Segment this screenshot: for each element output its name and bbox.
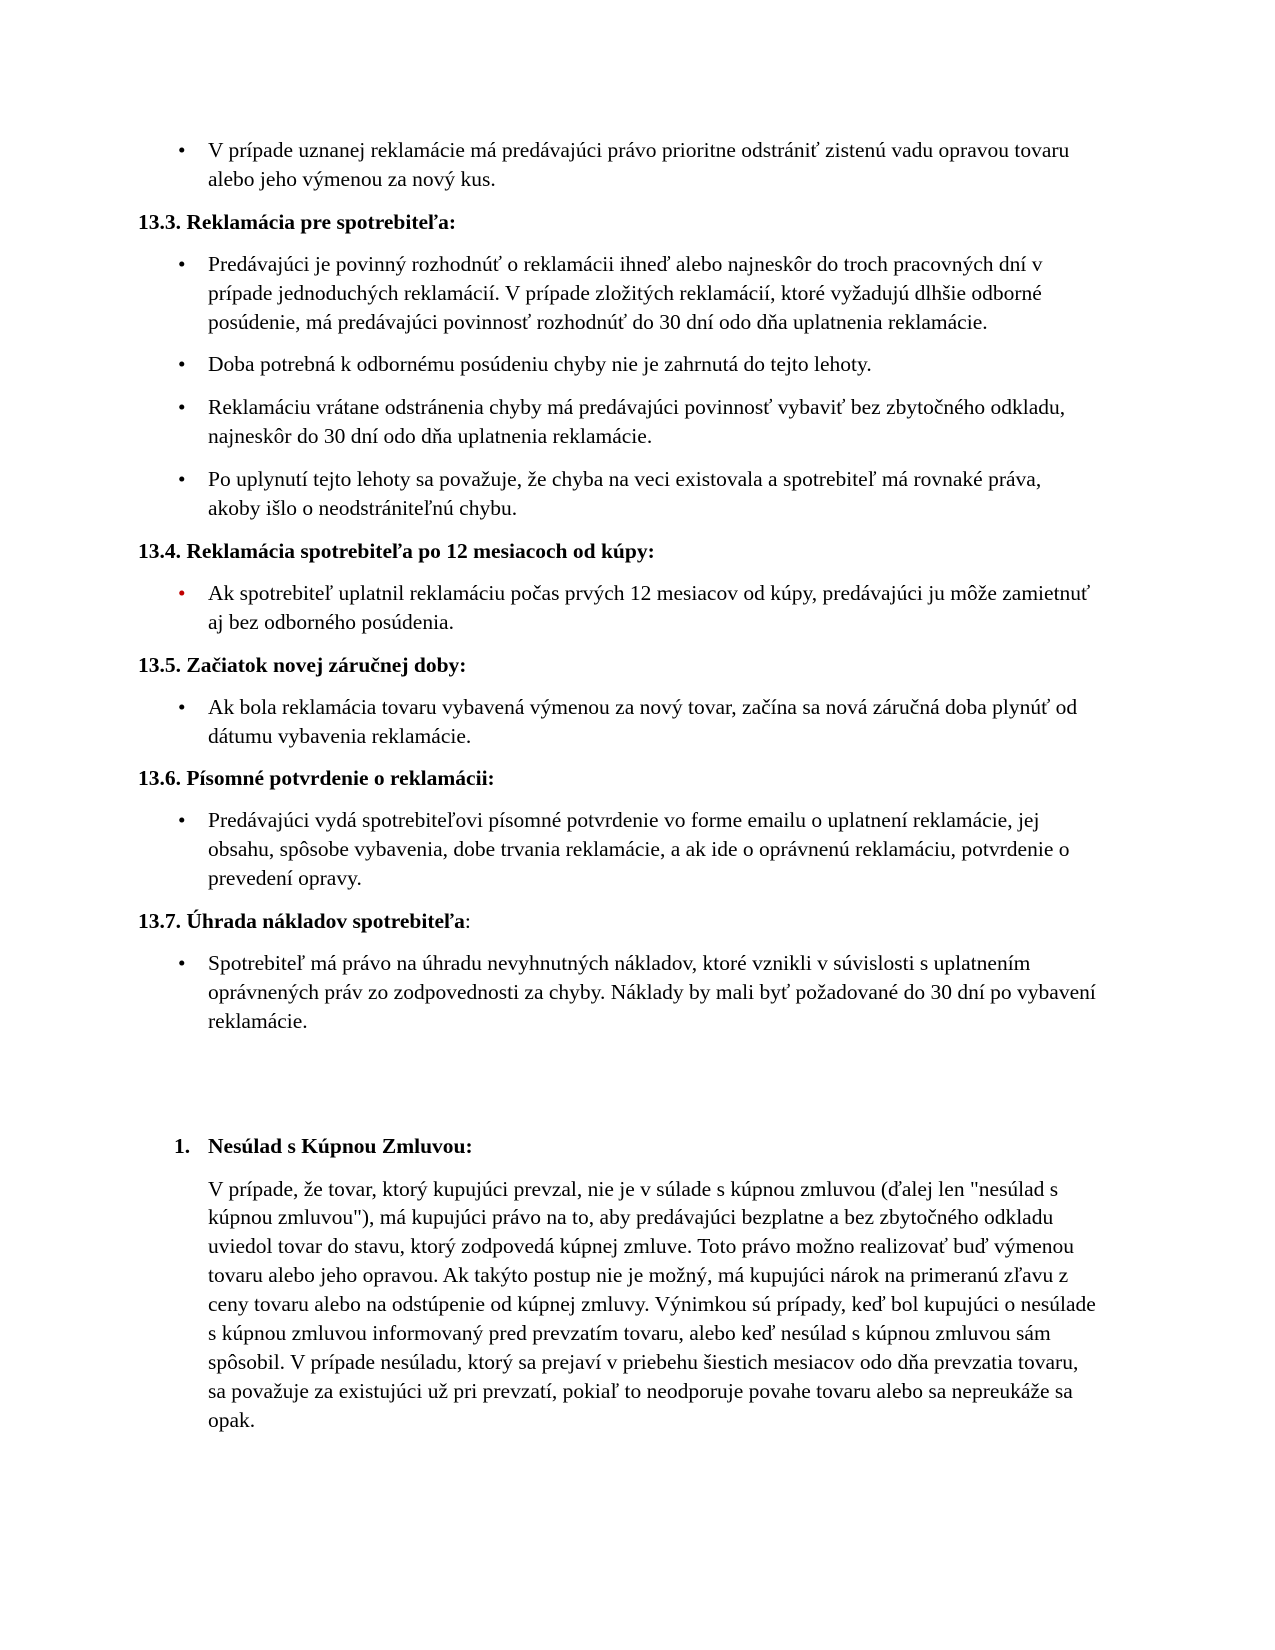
bullet-icon: • — [178, 950, 186, 975]
section-bullet-list — [138, 693, 1098, 751]
section-bullet-list — [138, 949, 1098, 1036]
section-heading — [138, 907, 1098, 936]
bullet-icon: • — [178, 467, 186, 492]
bullet-icon: • — [178, 580, 186, 605]
section-heading — [138, 537, 1098, 566]
bullet-icon: • — [178, 694, 186, 719]
section-number: 13.4. — [138, 538, 181, 563]
list-item-text: Predávajúci je povinný rozhodnúť o reklamácii ihneď alebo najneskôr do troch pracovných dní v prípade jednoduchých reklamácií. V prípade zložitých reklamácií, ktoré vyžadujú dlhšie odborné posúdenie, má predávajúci povinnosť rozhodnúť do 30 dní odo dňa uplatnenia reklamácie. — [208, 251, 1043, 334]
list-item — [138, 579, 1098, 637]
section-13-7 — [138, 907, 1098, 1036]
section-heading — [138, 764, 1098, 793]
list-item — [138, 949, 1098, 1036]
section-bullet-list — [138, 579, 1098, 637]
list-item-text: Spotrebiteľ má právo na úhradu nevyhnutných nákladov, ktoré vznikli v súvislosti s uplatnením oprávnených práv zo zodpovednosti za chyby. Náklady by mali byť požadované do 30 dní po vybavení reklamácie. — [208, 950, 1096, 1033]
section-title: Začiatok novej záručnej doby: — [186, 652, 467, 677]
section-number: 13.5. — [138, 652, 181, 677]
bullet-icon: • — [178, 808, 186, 833]
section-13-6 — [138, 764, 1098, 893]
section-title-colon: : — [464, 909, 471, 934]
list-item — [138, 693, 1098, 751]
list-item — [138, 136, 1098, 194]
list-item-text: Ak bola reklamácia tovaru vybavená výmenou za nový tovar, začína sa nová záručná doba plynúť od dátumu vybavenia reklamácie. — [208, 694, 1078, 748]
section-title: Reklamácia spotrebiteľa po 12 mesiacoch od kúpy: — [186, 538, 655, 563]
section-bullet-list — [138, 806, 1098, 893]
list-item-text: V prípade uznanej reklamácie má predávajúci právo prioritne odstrániť zistenú vadu opravou tovaru alebo jeho výmenou za nový kus. — [208, 138, 1070, 191]
bullet-icon: • — [178, 395, 186, 420]
list-item-text: Ak spotrebiteľ uplatnil reklamáciu počas prvých 12 mesiacov od kúpy, predávajúci ju môže zamietnuť aj bez odborného posúdenia. — [208, 580, 1091, 634]
section-title: Úhrada nákladov spotrebiteľa — [186, 909, 465, 934]
list-item — [138, 250, 1098, 337]
list-item-text: Doba potrebná k odbornému posúdeniu chyby nie je zahrnutá do tejto lehoty. — [208, 352, 872, 377]
section-number: 13.7. — [138, 909, 181, 934]
section-bullet-list — [138, 250, 1098, 523]
section-13-4 — [138, 537, 1098, 637]
numbered-section — [138, 1132, 1098, 1435]
section-13-3 — [138, 208, 1098, 523]
list-item — [138, 350, 1098, 379]
document-body — [138, 136, 1098, 1435]
bullet-icon: • — [178, 352, 186, 377]
section-13-5 — [138, 651, 1098, 751]
bullet-icon: • — [178, 138, 186, 162]
lead-bullet-list — [138, 136, 1098, 194]
list-number-marker: 1. — [174, 1133, 191, 1158]
section-heading — [138, 651, 1098, 680]
list-item-text: Po uplynutí tejto lehoty sa považuje, že chyba na veci existovala a spotrebiteľ má rovnaké práva, akoby išlo o neodstrániteľnú chybu. — [208, 467, 1042, 521]
section-title: Reklamácia pre spotrebiteľa: — [186, 209, 457, 234]
list-item — [138, 465, 1098, 523]
numbered-section-title: Nesúlad s Kúpnou Zmluvou: — [208, 1133, 473, 1158]
section-number: 13.3. — [138, 209, 181, 234]
section-heading — [138, 208, 1098, 237]
section-title: Písomné potvrdenie o reklamácii: — [186, 766, 495, 791]
list-item — [138, 393, 1098, 451]
numbered-section-body: V prípade, že tovar, ktorý kupujúci prevzal, nie je v súlade s kúpnou zmluvou (ďalej len "nesúlad s kúpnou zmluvou"), má kupujúci právo na to, aby predávajúci bezplatne a bez zbytočného odkladu uviedol tovar do stavu, ktorý zodpovedá kúpnej zmluve. Toto právo možno realizovať buď výmenou tovaru alebo jeho opravou. Ak takýto postup nie je možný, má kupujúci nárok na primeranú zľavu z ceny tovaru alebo na odstúpenie od kúpnej zmluvy. Výnimkou sú prípady, keď bol kupujúci o nesúlade s kúpnou zmluvou informovaný pred prevzatím tovaru, alebo keď nesúlad s kúpnou zmluvou sám spôsobil. V prípade nesúladu, ktorý sa prejaví v priebehu šiestich mesiacov odo dňa prevzatia tovaru, sa považuje za existujúci už pri prevzatí, pokiaľ to neodporuje povahe tovaru alebo sa nepreukáže sa opak. — [208, 1176, 1096, 1432]
numbered-list-item — [138, 1132, 1098, 1435]
list-item-text: Predávajúci vydá spotrebiteľovi písomné potvrdenie vo forme emailu o uplatnení reklamácie, jej obsahu, spôsobe vybavenia, dobe trvania reklamácie, a ak ide o oprávnenú reklamáciu, potvrdenie o prevedení opravy. — [208, 808, 1070, 891]
list-item — [138, 806, 1098, 893]
bullet-icon: • — [178, 251, 186, 276]
list-item-text: Reklamáciu vrátane odstránenia chyby má predávajúci povinnosť vybaviť bez zbytočného odkladu, najneskôr do 30 dní odo dňa uplatnenia reklamácie. — [208, 395, 1066, 449]
section-number: 13.6. — [138, 766, 181, 791]
